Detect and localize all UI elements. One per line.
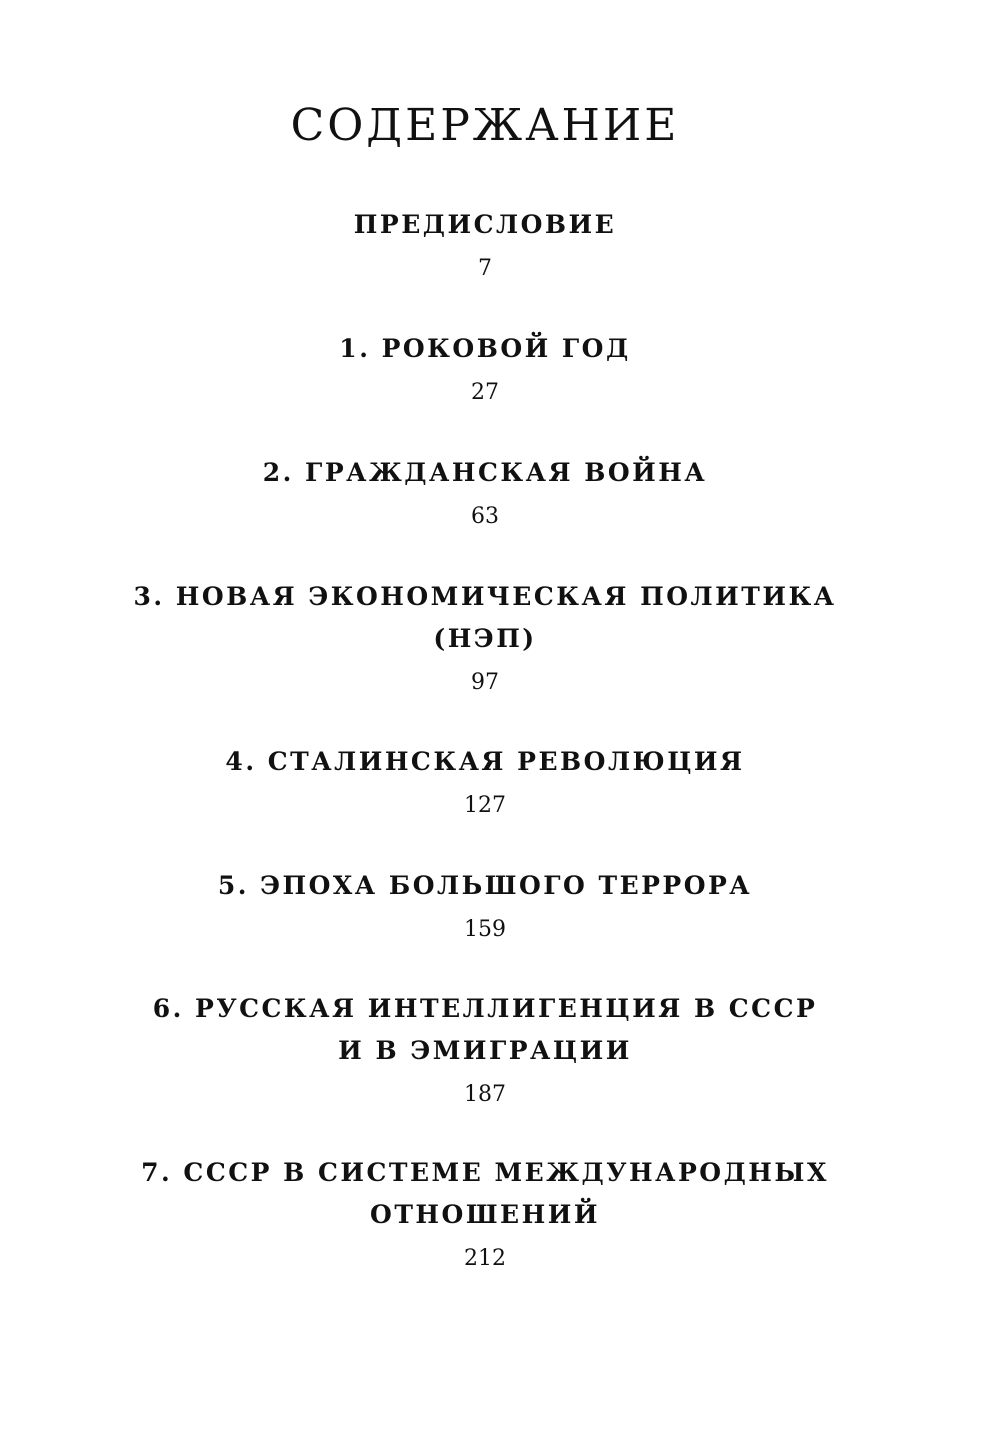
entry-page-number: 159 xyxy=(464,917,506,942)
entry-title: 6. РУССКАЯ ИНТЕЛЛИГЕНЦИЯ В СССР xyxy=(152,994,818,1023)
toc-entry-chapter-5 xyxy=(0,865,970,945)
toc-entry-chapter-7 xyxy=(0,1152,970,1274)
entry-title: ПРЕДИСЛОВИЕ xyxy=(353,210,617,239)
entry-title: 1. РОКОВОЙ ГОД xyxy=(339,334,631,363)
entry-page-number: 97 xyxy=(471,670,499,695)
entry-title: 5. ЭПОХА БОЛЬШОГО ТЕРРОРА xyxy=(217,871,753,900)
entry-title: 4. СТАЛИНСКАЯ РЕВОЛЮЦИЯ xyxy=(225,747,745,776)
entry-page-number: 63 xyxy=(471,504,499,529)
entry-page-number: 7 xyxy=(478,256,492,281)
entry-title: 2. ГРАЖДАНСКАЯ ВОЙНА xyxy=(262,458,708,487)
entry-title-line-2: И В ЭМИГРАЦИИ xyxy=(338,1036,632,1065)
entry-title: 7. СССР В СИСТЕМЕ МЕЖДУНАРОДНЫХ xyxy=(141,1158,829,1187)
toc-entry-preface xyxy=(0,204,970,284)
entry-page-number: 212 xyxy=(464,1246,506,1271)
page-title: СОДЕРЖАНИЕ xyxy=(290,100,680,151)
entry-page-number: 127 xyxy=(464,793,506,818)
toc-entry-chapter-4 xyxy=(0,741,970,821)
toc-entry-chapter-3 xyxy=(0,576,970,698)
entry-title: 3. НОВАЯ ЭКОНОМИЧЕСКАЯ ПОЛИТИКА xyxy=(133,582,837,611)
toc-entry-chapter-2 xyxy=(0,452,970,532)
entry-page-number: 27 xyxy=(471,380,499,405)
entry-title-line-2: (НЭП) xyxy=(433,624,537,653)
toc-entry-chapter-6 xyxy=(0,988,970,1110)
toc-entry-chapter-1 xyxy=(0,328,970,408)
entry-title-line-2: ОТНОШЕНИЙ xyxy=(370,1200,600,1229)
entry-page-number: 187 xyxy=(464,1082,506,1107)
